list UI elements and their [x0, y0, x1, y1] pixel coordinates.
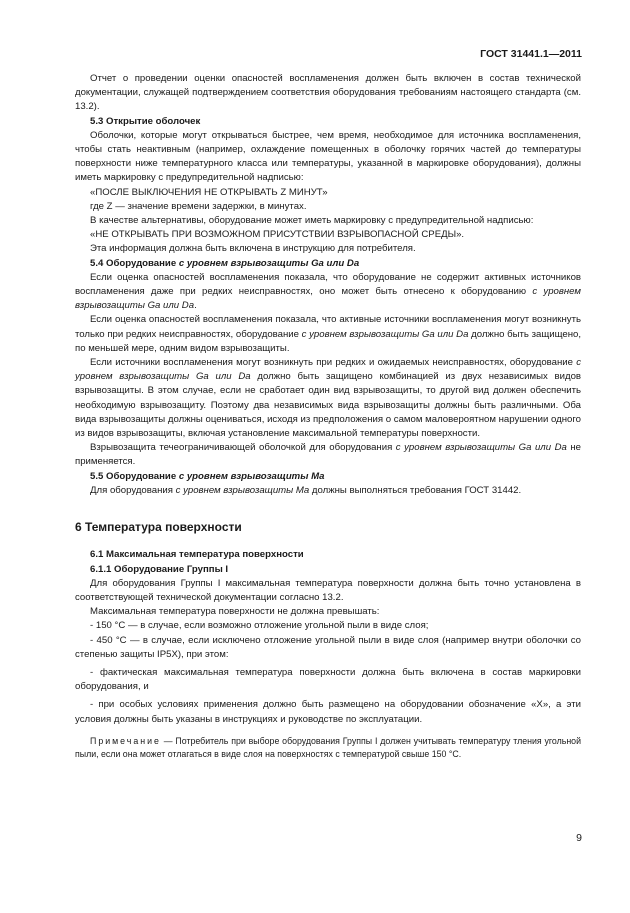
heading-6-1: 6.1 Максимальная температура поверхности: [90, 549, 304, 561]
italic-text: с уровнем взрывозащиты Ga или Da: [75, 286, 581, 312]
heading-5-5: [75, 470, 581, 484]
note: [75, 735, 581, 761]
italic-text: с уровнем взрывозащиты Ga или Da: [301, 328, 469, 340]
paragraph-5-4-3: [75, 356, 581, 441]
italic-text: с уровнем взрывозащиты Ma: [175, 484, 310, 496]
text: должно быть защищено комбинацией из двух независимых видов взрывозащиты. В этом случае, если не сработает один вид взрывозащиты, то другой вид должен обеспечить необходимую взрывозащиту. Поэтому два независимых вида взрывозащиты должны быть различными. Оба вида взрывозащиты должны оцениваться, исходя из предположения о самом маловероятном нарушении одного из видов взрывозащиты, включая установление максимальной температуры поверхности.: [75, 371, 582, 440]
heading-5-3: 5.3 Открытие оболочек: [90, 115, 201, 127]
paragraph-5-4-4: [75, 441, 581, 469]
note-label: Примечание: [90, 735, 161, 746]
text: .: [194, 300, 197, 312]
paragraph-alternative: В качестве альтернативы, оборудование может иметь маркировку с предупредительной надписью:: [90, 215, 534, 227]
warning-text-1: «ПОСЛЕ ВЫКЛЮЧЕНИЯ НЕ ОТКРЫВАТЬ Z МИНУТ»: [90, 186, 328, 198]
document-body: [75, 72, 581, 770]
text: Для оборудования: [90, 484, 176, 496]
paragraph-info: Эта информация должна быть включена в инструкцию для потребителя.: [90, 243, 416, 255]
text: должно быть защищено, по меньшей мере, одним видом взрывозащиты.: [75, 328, 581, 354]
heading-5-4: [75, 257, 581, 271]
italic-text: с уровнем взрывозащиты Ga или Da: [75, 357, 581, 383]
paragraph-5-5-1: [75, 484, 581, 498]
paragraph-enclosures: Оболочки, которые могут открываться быстрее, чем время, необходимое для источника воспламенения, чтобы стать неактивным (например, охлаждение помещенных в оболочку горячих частей до температуры поверхности ниже температурного класса или температуры, указанной в маркировке оборудования), должны иметь маркировку с предупредительной надписью:: [75, 129, 581, 184]
paragraph-6-1-1-a: Для оборудования Группы I максимальная температура поверхности должна быть точно установлена в соответствующей технической документации согласно 13.2.: [75, 577, 581, 603]
heading-6-1-1: 6.1.1 Оборудование Группы I: [90, 563, 229, 575]
text: Если оценка опасностей воспламенения показала, что активные источники воспламенения могут возникнуть только при редких неисправностях, оборудование: [75, 314, 581, 340]
paragraph-5-4-2: [75, 313, 581, 356]
paragraph-where-z: где Z — значение времени задержки, в минутах.: [90, 200, 307, 212]
paragraph-5-4-1: [75, 271, 581, 314]
text: должны выполняться требования ГОСТ 31442.: [309, 484, 522, 496]
text: Если оценка опасностей воспламенения показала, что оборудование не содержит активных источников воспламенения даже при редких неисправностях, оно может быть отнесено к оборудованию: [75, 271, 581, 298]
standard-header: ГОСТ 31441.1—2011: [480, 48, 582, 60]
paragraph-report: Отчет о проведении оценки опасностей воспламенения должен быть включен в состав технической документации, служащей подтверждением соответствия оборудования требованиям настоящего стандарта (см. 13.2).: [75, 73, 581, 113]
note-text: — Потребитель при выборе оборудования Группы I должен учитывать температуру тления угольной пыли, если она может отлагаться в виде слоя на поверхностях с температурой свыше 150 °С.: [75, 735, 581, 759]
section-6-heading: 6 Температура поверхности: [75, 520, 242, 535]
heading-5-5-italic: с уровнем взрывозащиты Ma: [178, 470, 325, 482]
text: Взрывозащита течеограничивающей оболочкой для оборудования: [90, 442, 396, 454]
heading-5-4-italic: с уровнем взрывозащиты Ga или Da: [178, 257, 360, 269]
warning-text-2: «НЕ ОТКРЫВАТЬ ПРИ ВОЗМОЖНОМ ПРИСУТСТВИИ ВЗРЫВОПАСНОЙ СРЕДЫ».: [90, 229, 465, 241]
list-item-150: - 150 °С — в случае, если возможно отложение угольной пыли в виде слоя;: [90, 620, 429, 632]
heading-5-5-prefix: 5.5 Оборудование: [90, 470, 179, 482]
list-item-450: - 450 °С — в случае, если исключено отложение угольной пыли в виде слоя (например внутри оболочки со степенью защиты IP5X), при этом:: [75, 634, 581, 660]
italic-text: с уровнем взрывозащиты Ga или Da: [395, 442, 567, 454]
list-item-marking: - фактическая максимальная температура поверхности должна быть включена в состав маркировки оборудования, и: [75, 666, 581, 693]
page-number: 9: [576, 832, 582, 844]
heading-5-4-prefix: 5.4 Оборудование: [90, 257, 179, 269]
paragraph-6-1-1-b: Максимальная температура поверхности не должна превышать:: [90, 606, 380, 618]
text: Если источники воспламенения могут возникнуть при редких и ожидаемых неисправностях, оборудование: [90, 357, 577, 369]
list-item-x-mark: - при особых условиях применения должно быть размещено на оборудовании обозначение «X», а эти условия должны быть указаны в инструкциях и руководстве по эксплуатации.: [75, 699, 581, 725]
text: не применяется.: [75, 442, 582, 468]
